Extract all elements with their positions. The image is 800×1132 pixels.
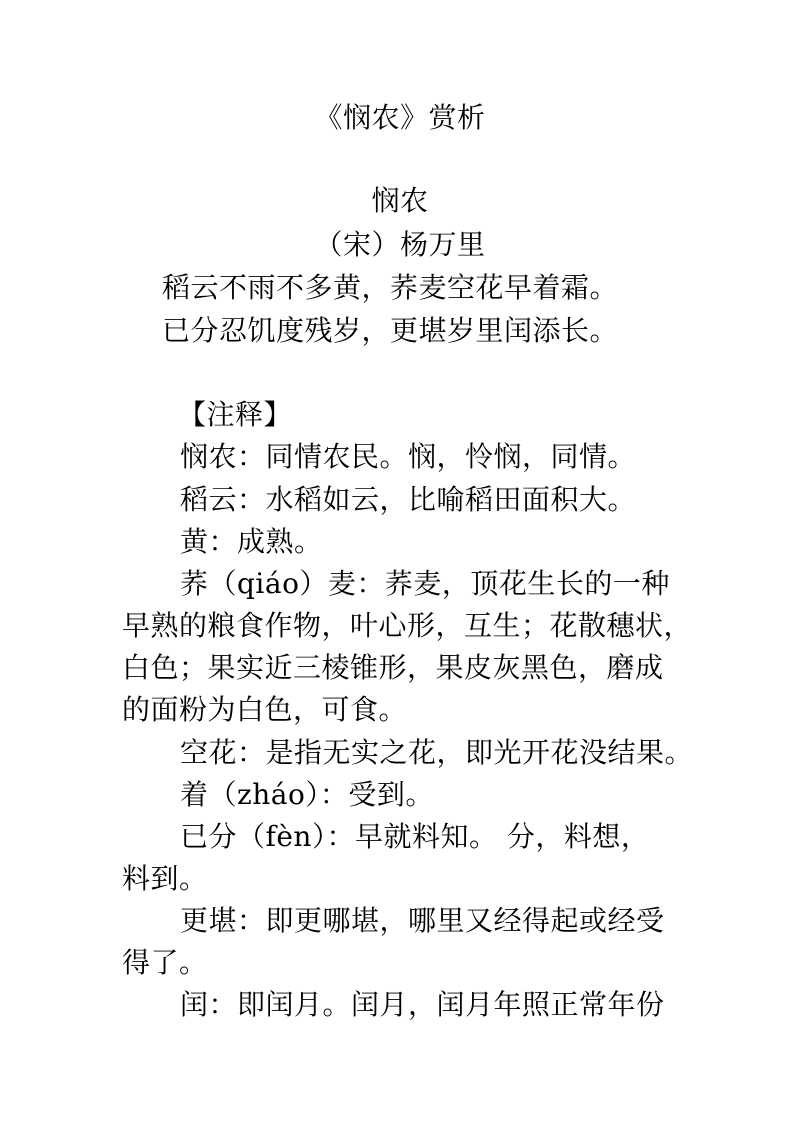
note-line: 料到。: [122, 862, 208, 895]
note-line: 稻云：水稻如云，比喻稻田面积大。: [180, 483, 637, 516]
poem-title: 悯农: [371, 184, 429, 217]
poem-author: （宋）杨万里: [314, 228, 486, 261]
poem-line: 已分忍饥度残岁，更堪岁里闰添长。: [162, 314, 619, 347]
notes-heading: 【注释】: [178, 398, 293, 431]
note-line: 的面粉为白色，可食。: [122, 693, 408, 726]
note-line: 空花：是指无实之花，即光开花没结果。: [180, 736, 694, 769]
note-line: 已分（fèn）：早就料知。 分，料想，: [180, 820, 650, 853]
note-line: 早熟的粮食作物，叶心形，互生；花散穗状，: [122, 609, 693, 642]
note-line: 着（zháo）：受到。: [180, 778, 434, 811]
note-line: 荞（qiáo）麦：荞麦，顶花生长的一种: [180, 567, 670, 600]
document-title: 《悯农》赏析: [314, 101, 486, 134]
note-line: 闰：即闰月。闰月，闰月年照正常年份: [180, 988, 665, 1021]
note-line: 更堪：即更哪堪，哪里又经得起或经受: [180, 904, 665, 937]
note-line: 悯农：同情农民。悯，怜悯，同情。: [180, 440, 637, 473]
note-line: 黄：成熟。: [180, 525, 323, 558]
poem-line: 稻云不雨不多黄，荞麦空花早着霜。: [162, 271, 619, 304]
note-line: 得了。: [122, 946, 208, 979]
note-line: 白色；果实近三棱锥形，果皮灰黑色，磨成: [122, 651, 664, 684]
